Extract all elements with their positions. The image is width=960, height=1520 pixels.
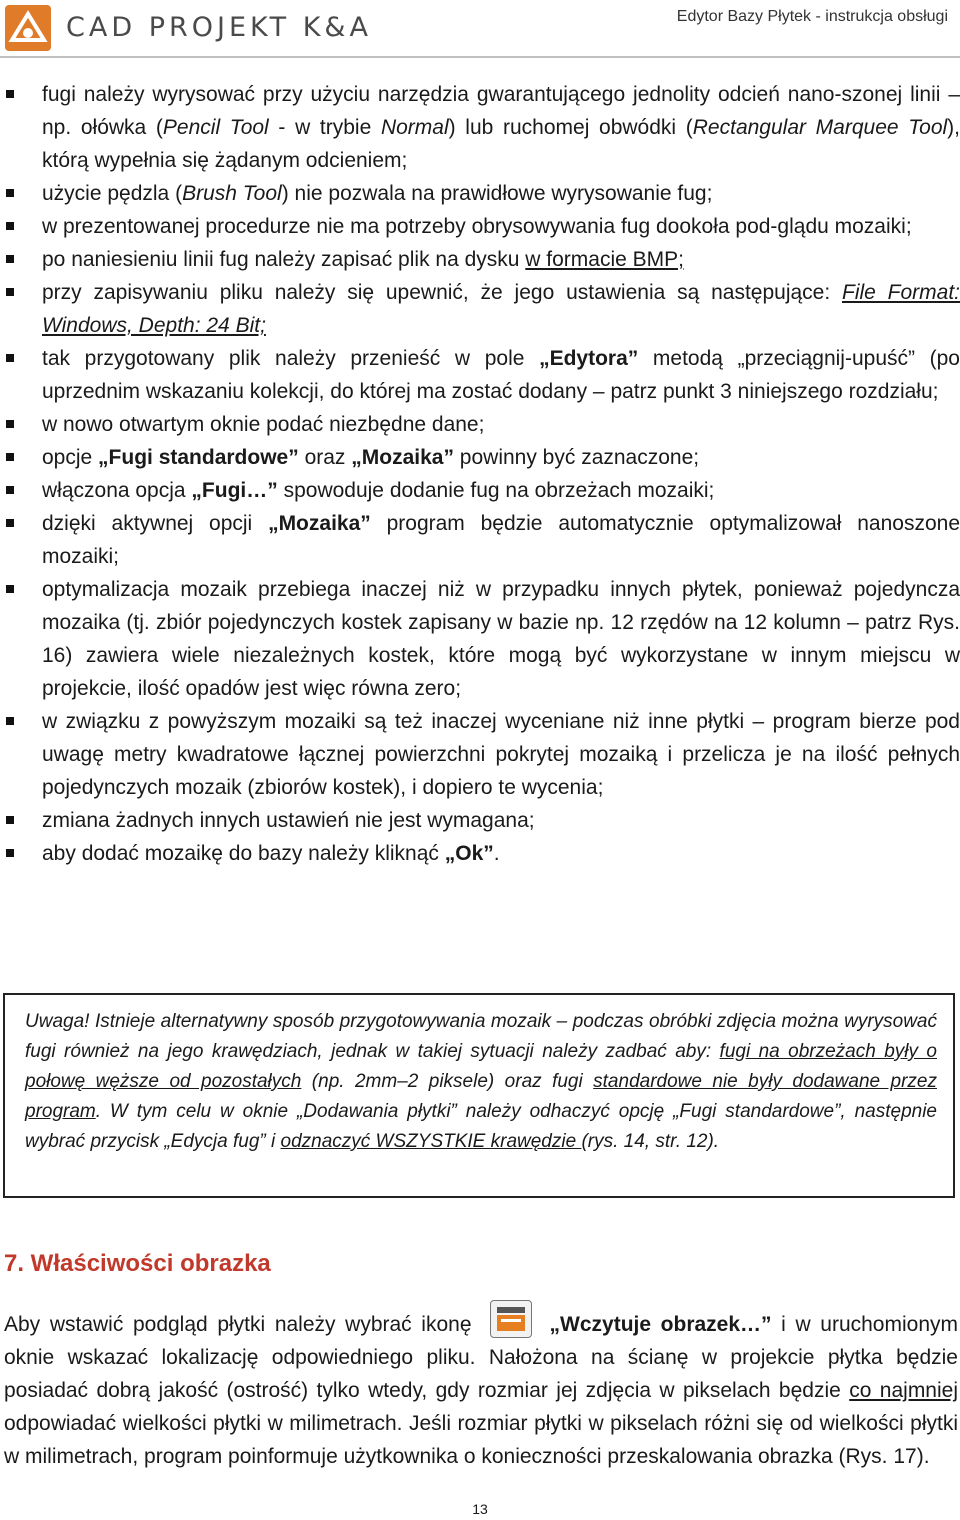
list-item-text: przy zapisywaniu pliku należy się upewnić, że jego ustawienia są następujące: File Format: Windows, Depth: 24 Bit; bbox=[42, 281, 960, 337]
bullet-square-icon bbox=[6, 453, 14, 461]
list-item bbox=[0, 408, 960, 441]
list-item bbox=[0, 573, 960, 705]
list-item bbox=[0, 705, 960, 804]
bullet-square-icon bbox=[6, 816, 14, 824]
bullet-square-icon bbox=[6, 90, 14, 98]
warning-note-box bbox=[3, 993, 955, 1198]
list-item-text: aby dodać mozaikę do bazy należy kliknąć „Ok”. bbox=[42, 842, 500, 865]
brand-name: CAD PROJEKT K&A bbox=[66, 12, 372, 43]
list-item bbox=[0, 210, 960, 243]
list-item bbox=[0, 342, 960, 408]
list-item-text: opcje „Fugi standardowe” oraz „Mozaika” powinny być zaznaczone; bbox=[42, 446, 700, 469]
instruction-list bbox=[0, 78, 960, 870]
paragraph-text: i w uruchomionym oknie wskazać lokalizację odpowiedniego pliku. Nałożona na ścianę w projekcie płytka będzie posiadać dobrą jakość (ostrość) tylko wtedy, gdy rozmiar jej zdjęcia w pikselach będzie bbox=[4, 1313, 958, 1402]
section-paragraph bbox=[4, 1300, 958, 1473]
bullet-square-icon bbox=[6, 222, 14, 230]
bullet-square-icon bbox=[6, 354, 14, 362]
list-item-text: tak przygotowany plik należy przenieść w pole „Edytora” metodą „przeciągnij-upuść” (po uprzednim wskazaniu kolekcji, do której ma zostać dodany – patrz punkt 3 niniejszego rozdziału; bbox=[42, 347, 960, 403]
bullet-square-icon bbox=[6, 717, 14, 725]
document-title: Edytor Bazy Płytek - instrukcja obsługi bbox=[676, 8, 948, 25]
page-number: 13 bbox=[472, 1501, 488, 1517]
list-item bbox=[0, 441, 960, 474]
list-item-text: fugi należy wyrysować przy użyciu narzędzia gwarantującego jednolity odcień nano-szonej linii – np. ołówka (Pencil Tool - w trybie Normal) lub ruchomej obwódki (Rectangular Marquee Tool), którą wypełnia się żądanym odcieniem; bbox=[42, 83, 960, 172]
list-item bbox=[0, 177, 960, 210]
list-item-text: w związku z powyższym mozaiki są też inaczej wyceniane niż inne płytki – program bierze pod uwagę metry kwadratowe łącznej powierzchni pokrytej mozaiką i przelicza je na ilość pełnych pojedynczych mozaik (zbiorów kostek), i dopiero te wycenia; bbox=[42, 710, 960, 799]
list-item bbox=[0, 804, 960, 837]
load-image-icon bbox=[490, 1300, 532, 1338]
bullet-square-icon bbox=[6, 288, 14, 296]
list-item-text: w nowo otwartym oknie podać niezbędne dane; bbox=[42, 413, 485, 436]
list-item-text: dzięki aktywnej opcji „Mozaika” program będzie automatycznie optymalizował nanoszone mozaiki; bbox=[42, 512, 960, 568]
bullet-square-icon bbox=[6, 585, 14, 593]
page-header bbox=[0, 0, 960, 60]
bullet-square-icon bbox=[6, 420, 14, 428]
company-logo bbox=[4, 4, 52, 52]
paragraph-text: Aby wstawić podgląd płytki należy wybrać ikonę bbox=[4, 1313, 472, 1336]
list-item bbox=[0, 507, 960, 573]
bullet-square-icon bbox=[6, 486, 14, 494]
list-item-text: włączona opcja „Fugi…” spowoduje dodanie fug na obrzeżach mozaiki; bbox=[42, 479, 715, 502]
list-item bbox=[0, 474, 960, 507]
header-divider bbox=[0, 56, 960, 58]
bullet-square-icon bbox=[6, 189, 14, 197]
bullet-square-icon bbox=[6, 255, 14, 263]
bullet-square-icon bbox=[6, 849, 14, 857]
list-item-text: optymalizacja mozaik przebiega inaczej niż w przypadku innych płytek, ponieważ pojedyncza mozaika (tj. zbiór pojedynczych kostek zapisany w bazie np. 12 rzędów na 12 kolumn – patrz Rys. 16) zawiera wiele niezależnych kostek, które mogą być wykorzystane w innym miejscu w projekcie, ilość opadów jest więc równa zero; bbox=[42, 578, 960, 700]
list-item-text: po naniesieniu linii fug należy zapisać plik na dysku w formacie BMP; bbox=[42, 248, 684, 271]
warning-note-text: Uwaga! Istnieje alternatywny sposób przygotowywania mozaik – podczas obróbki zdjęcia można wyrysować fugi również na jego krawędziach, jednak w takiej sytuacji należy zadbać aby: fugi na obrzeżach były o połowę węższe od pozostałych (np. 2mm–2 piksele) oraz fugi standardowe nie były dodawane przez program. W tym celu w oknie „Dodawania płytki” należy odhaczyć opcję „Fugi standardowe”, następnie wybrać przycisk „Edycja fug” i odznaczyć WSZYSTKIE krawędzie (rys. 14, str. 12). bbox=[25, 1011, 937, 1152]
section-heading: 7. Właściwości obrazka bbox=[4, 1250, 271, 1277]
list-item bbox=[0, 78, 960, 177]
list-item-text: zmiana żadnych innych ustawień nie jest wymagana; bbox=[42, 809, 535, 832]
emphasis-text: co najmniej bbox=[849, 1379, 958, 1402]
list-item bbox=[0, 276, 960, 342]
list-item bbox=[0, 837, 960, 870]
list-item bbox=[0, 243, 960, 276]
list-item-text: użycie pędzla (Brush Tool) nie pozwala na prawidłowe wyrysowanie fug; bbox=[42, 182, 713, 205]
load-image-label: „Wczytuje obrazek…” bbox=[549, 1313, 772, 1336]
paragraph-text: odpowiadać wielkości płytki w milimetrach. Jeśli rozmiar płytki w pikselach różni się od wielkości płytki w milimetrach, program poinformuje użytkownika o konieczności przeskalowania obrazka (Rys. 17). bbox=[4, 1412, 958, 1468]
list-item-text: w prezentowanej procedurze nie ma potrzeby obrysowywania fug dookoła pod-glądu mozaiki; bbox=[42, 215, 912, 238]
bullet-square-icon bbox=[6, 519, 14, 527]
